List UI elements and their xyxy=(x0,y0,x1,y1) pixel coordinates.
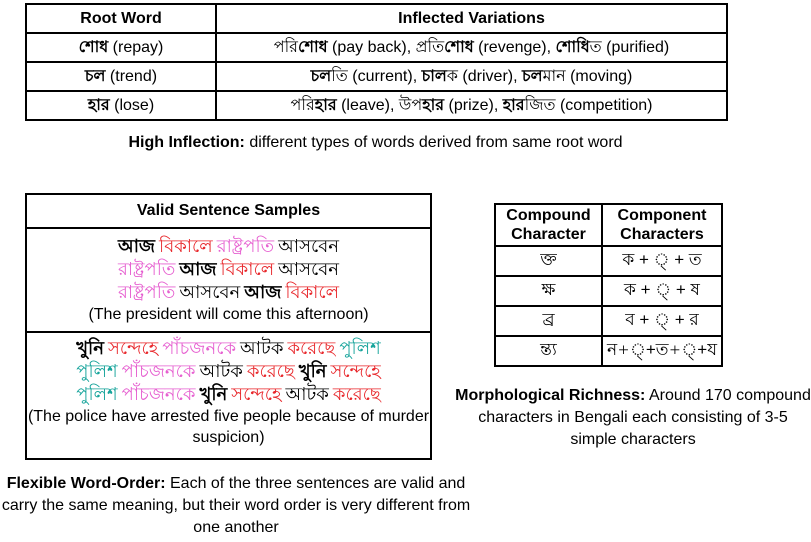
component-characters: ক + ্ + ষ xyxy=(602,276,722,306)
sentence-line xyxy=(27,360,430,383)
sentence-word: পুলিশ xyxy=(76,384,118,404)
sentence-line xyxy=(27,337,430,360)
sentence-word: করেছে xyxy=(246,361,295,381)
root-part: হার xyxy=(314,97,337,114)
sentence-word: রাষ্ট্রপতি xyxy=(216,236,275,256)
sentence-word: করেছে xyxy=(287,338,336,358)
inflection-row xyxy=(26,62,727,91)
component-characters: ব + ্ + র xyxy=(602,306,722,336)
root-word-cell xyxy=(26,62,216,91)
inflection-row xyxy=(26,91,727,120)
inflected-variations-cell xyxy=(216,91,727,120)
sentence-word: আসবেন xyxy=(278,259,340,279)
sentence-word: আসবেন xyxy=(278,236,340,256)
root-word: শোধ xyxy=(78,39,109,56)
affix-part: মান (moving) xyxy=(542,68,633,85)
sentence-word: পুলিশ xyxy=(76,361,118,381)
sentence-word: বিকালে xyxy=(159,236,213,256)
word-order-caption-title: Flexible Word-Order: xyxy=(6,475,166,492)
morphology-caption xyxy=(455,385,811,451)
root-part: শোধি xyxy=(555,39,590,56)
sentence-word: আসবেন xyxy=(179,282,241,302)
component-characters: ন+্+ত+্+য xyxy=(602,336,722,366)
root-word: হার xyxy=(87,97,110,114)
sentence-word: পাঁচজনকে xyxy=(162,338,237,358)
inflected-variations-cell xyxy=(216,62,727,91)
sentence-translation: (The police have arrested five people because of murder suspicion) xyxy=(27,408,430,446)
inflection-caption-title: High Inflection: xyxy=(128,134,245,151)
sentence-word: করেছে xyxy=(332,384,381,404)
sentence-samples-box xyxy=(25,193,432,460)
inflected-variations-cell xyxy=(216,33,727,62)
compound-row xyxy=(495,246,722,276)
sentence-word: আটক xyxy=(240,338,284,358)
sentence-word: আজ xyxy=(179,259,217,279)
sentence-word: সন্দেহে xyxy=(330,361,381,381)
affix-part: পরি xyxy=(273,39,298,56)
sentence-translation: (The president will come this afternoon) xyxy=(88,306,369,323)
root-part: হার xyxy=(502,97,525,114)
root-word-cell xyxy=(26,33,216,62)
compound-character: ক্ষ xyxy=(495,276,602,306)
sentence-samples-title: Valid Sentence Samples xyxy=(27,195,430,229)
affix-part: (pay back), xyxy=(327,39,416,56)
sentence-word: খুনি xyxy=(199,384,228,404)
inflected-variations-header: Inflected Variations xyxy=(216,4,727,33)
root-word-cell xyxy=(26,91,216,120)
inflection-table xyxy=(25,3,728,121)
inflection-header-row xyxy=(26,4,727,33)
compound-character: ক্ত xyxy=(495,246,602,276)
sentence-group-1 xyxy=(27,235,430,325)
affix-part: (prize), xyxy=(444,97,503,114)
morphology-caption-title: Morphological Richness: xyxy=(455,387,646,404)
component-characters: ক + ্ + ত xyxy=(602,246,722,276)
sentence-word: রাষ্ট্রপতি xyxy=(117,259,176,279)
affix-part: (leave), xyxy=(336,97,399,114)
affix-part: তি (current), xyxy=(331,68,422,85)
root-part: চাল xyxy=(421,68,447,85)
component-characters-header: Component Characters xyxy=(602,204,722,246)
word-order-caption-text: Each of the three sentences are valid and carry the same meaning, but their word order is very different from one another xyxy=(1,475,471,536)
sentence-word: বিকালে xyxy=(220,259,275,279)
affix-part: প্রতি xyxy=(415,39,445,56)
sentence-word: পুলিশ xyxy=(339,338,381,358)
sentence-word: আটক xyxy=(199,361,243,381)
affix-part: ত (purified) xyxy=(589,39,670,56)
sentence-line xyxy=(27,235,430,258)
compound-row xyxy=(495,276,722,306)
root-word: চল xyxy=(84,68,106,85)
sentence-word: আটক xyxy=(285,384,329,404)
root-word-header: Root Word xyxy=(26,4,216,33)
sentence-word: খুনি xyxy=(298,361,327,381)
sentence-word: পাঁচজনকে xyxy=(121,384,196,404)
compound-row xyxy=(495,306,722,336)
sentence-line xyxy=(27,281,430,304)
compound-character-table xyxy=(494,203,723,367)
sentence-word: বিকালে xyxy=(285,282,340,302)
root-meaning: (repay) xyxy=(108,39,164,56)
sentence-line xyxy=(27,258,430,281)
compound-character-header: Compound Character xyxy=(495,204,602,246)
affix-part: উপ xyxy=(398,97,423,114)
inflection-caption-text: different types of words derived from same root word xyxy=(244,134,623,151)
root-part: চল xyxy=(310,68,332,85)
word-order-caption xyxy=(0,473,472,539)
sentence-word: পাঁচজনকে xyxy=(121,361,196,381)
compound-table-body xyxy=(495,246,722,366)
sentence-word: আজ xyxy=(117,236,156,256)
root-meaning: (trend) xyxy=(105,68,158,85)
sentence-word: আজ xyxy=(244,282,282,302)
root-part: শোধ xyxy=(444,39,474,56)
inflection-caption xyxy=(0,134,751,152)
affix-part: (revenge), xyxy=(473,39,556,56)
compound-header-row xyxy=(495,204,722,246)
affix-part: পরি xyxy=(290,97,315,114)
sentence-word: সন্দেহে xyxy=(107,338,159,358)
inflection-row xyxy=(26,33,727,62)
affix-part: জিত (competition) xyxy=(524,97,653,114)
sentence-word: রাষ্ট্রপতি xyxy=(117,282,176,302)
morphology-caption-text: Around 170 compound characters in Bengali each consisting of 3-5 simple characters xyxy=(478,387,811,448)
root-part: শোধ xyxy=(297,39,328,56)
affix-part: ক (driver), xyxy=(446,68,522,85)
root-meaning: (lose) xyxy=(109,97,155,114)
root-part: চল xyxy=(522,68,543,85)
root-part: হার xyxy=(422,97,445,114)
sentence-group-2 xyxy=(27,331,430,448)
compound-character: ন্ত্য xyxy=(495,336,602,366)
compound-character: ব্র xyxy=(495,306,602,336)
sentence-word: সন্দেহে xyxy=(231,384,282,404)
inflection-table-body xyxy=(26,33,727,120)
sentence-line xyxy=(27,383,430,406)
compound-row xyxy=(495,336,722,366)
sentence-word: খুনি xyxy=(76,338,104,358)
